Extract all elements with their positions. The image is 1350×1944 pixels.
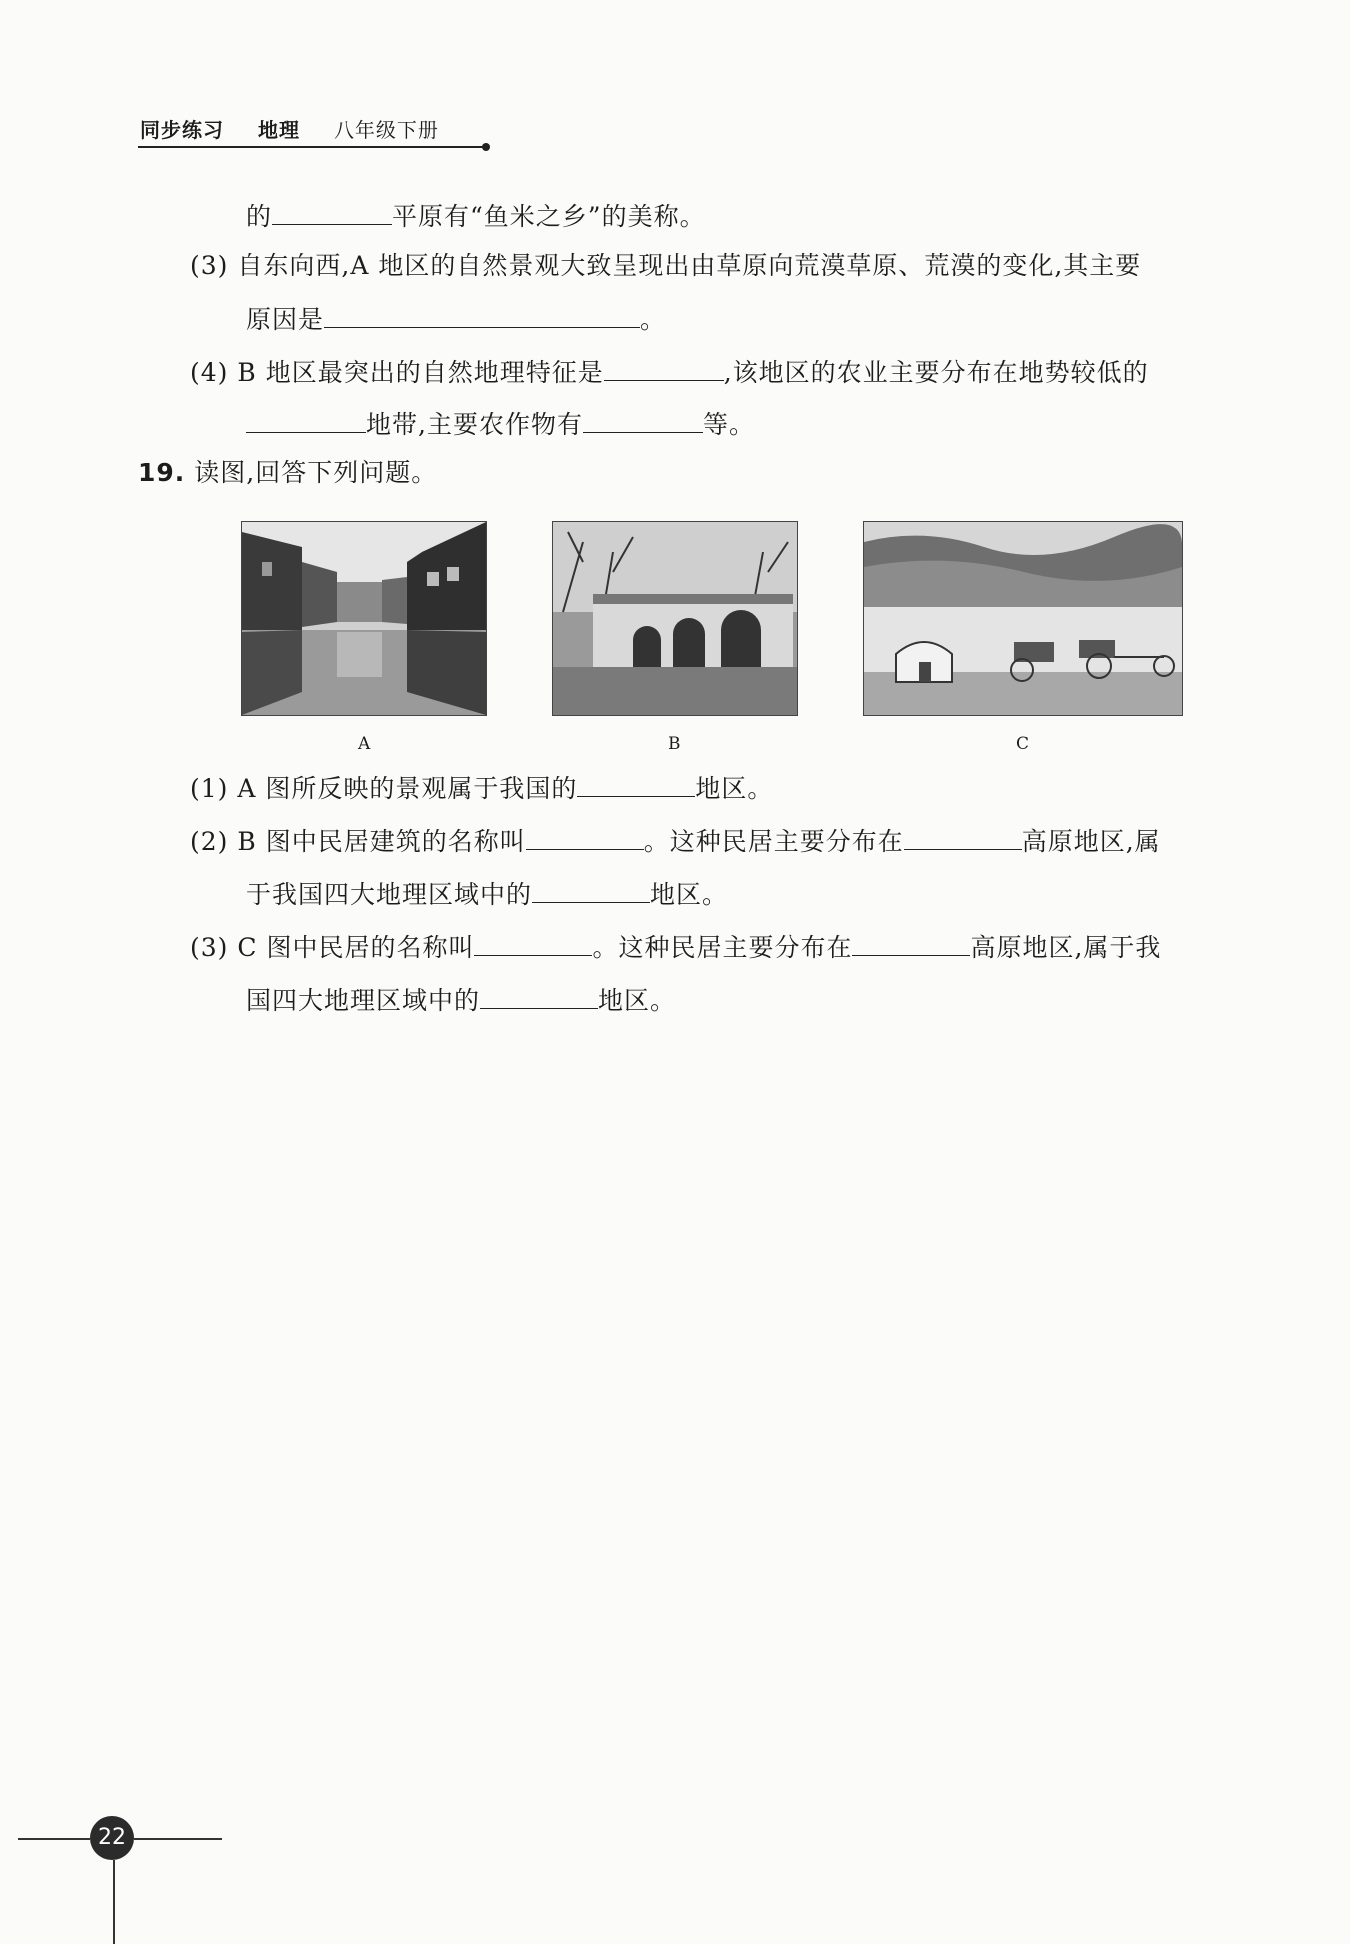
- footer-rule-vertical: [113, 1860, 115, 1944]
- q19-prompt: 19. 读图,回答下列问题。: [138, 458, 438, 487]
- header-rule-dot: [482, 143, 490, 151]
- answer-blank[interactable]: [577, 770, 695, 797]
- q18-part3-cont: 原因是 。: [246, 301, 666, 337]
- answer-blank[interactable]: [532, 876, 650, 903]
- footer-rule-right: [134, 1838, 222, 1840]
- q19-part3: (3) C 图中民居的名称叫 。这种民居主要分布在 高原地区,属于我: [190, 929, 1161, 965]
- answer-blank[interactable]: [272, 198, 392, 225]
- header-rule: [138, 146, 486, 148]
- footer-rule-left: [18, 1838, 90, 1840]
- photo-c-yurt: [863, 521, 1183, 716]
- caption-c: C: [1016, 734, 1030, 754]
- q18-part4: (4) B 地区最突出的自然地理特征是 ,该地区的农业主要分布在地势较低的: [190, 354, 1149, 390]
- series-title: 同步练习: [140, 118, 224, 142]
- q19-part2: (2) B 图中民居建筑的名称叫 。这种民居主要分布在 高原地区,属: [190, 823, 1161, 859]
- answer-blank[interactable]: [480, 982, 598, 1009]
- q18-part4-cont: 地带,主要农作物有 等。: [246, 406, 755, 442]
- answer-blank[interactable]: [904, 823, 1022, 850]
- q19-part3-cont: 国四大地理区域中的 地区。: [246, 982, 676, 1018]
- answer-blank[interactable]: [324, 301, 640, 328]
- answer-blank[interactable]: [474, 929, 592, 956]
- photo-b-cave-dwelling: [552, 521, 798, 716]
- page-header: [140, 114, 465, 143]
- answer-blank[interactable]: [246, 406, 366, 433]
- q19-part1: (1) A 图所反映的景观属于我国的 地区。: [190, 770, 773, 806]
- q19-part2-cont: 于我国四大地理区域中的 地区。: [246, 876, 728, 912]
- page-number: 22: [90, 1816, 134, 1860]
- answer-blank[interactable]: [526, 823, 644, 850]
- caption-b: B: [668, 734, 681, 754]
- q18-part3: (3) 自东向西,A 地区的自然景观大致呈现出由草原向荒漠草原、荒漠的变化,其主要: [190, 251, 1142, 280]
- answer-blank[interactable]: [852, 929, 970, 956]
- answer-blank[interactable]: [604, 354, 724, 381]
- q18-cont-line: 的 平原有“鱼米之乡”的美称。: [246, 198, 706, 234]
- caption-a: A: [358, 734, 371, 754]
- answer-blank[interactable]: [583, 406, 703, 433]
- subject-title: 地理: [257, 118, 300, 142]
- grade-title: 八年级下册: [333, 118, 439, 142]
- photo-a-water-town: [241, 521, 487, 716]
